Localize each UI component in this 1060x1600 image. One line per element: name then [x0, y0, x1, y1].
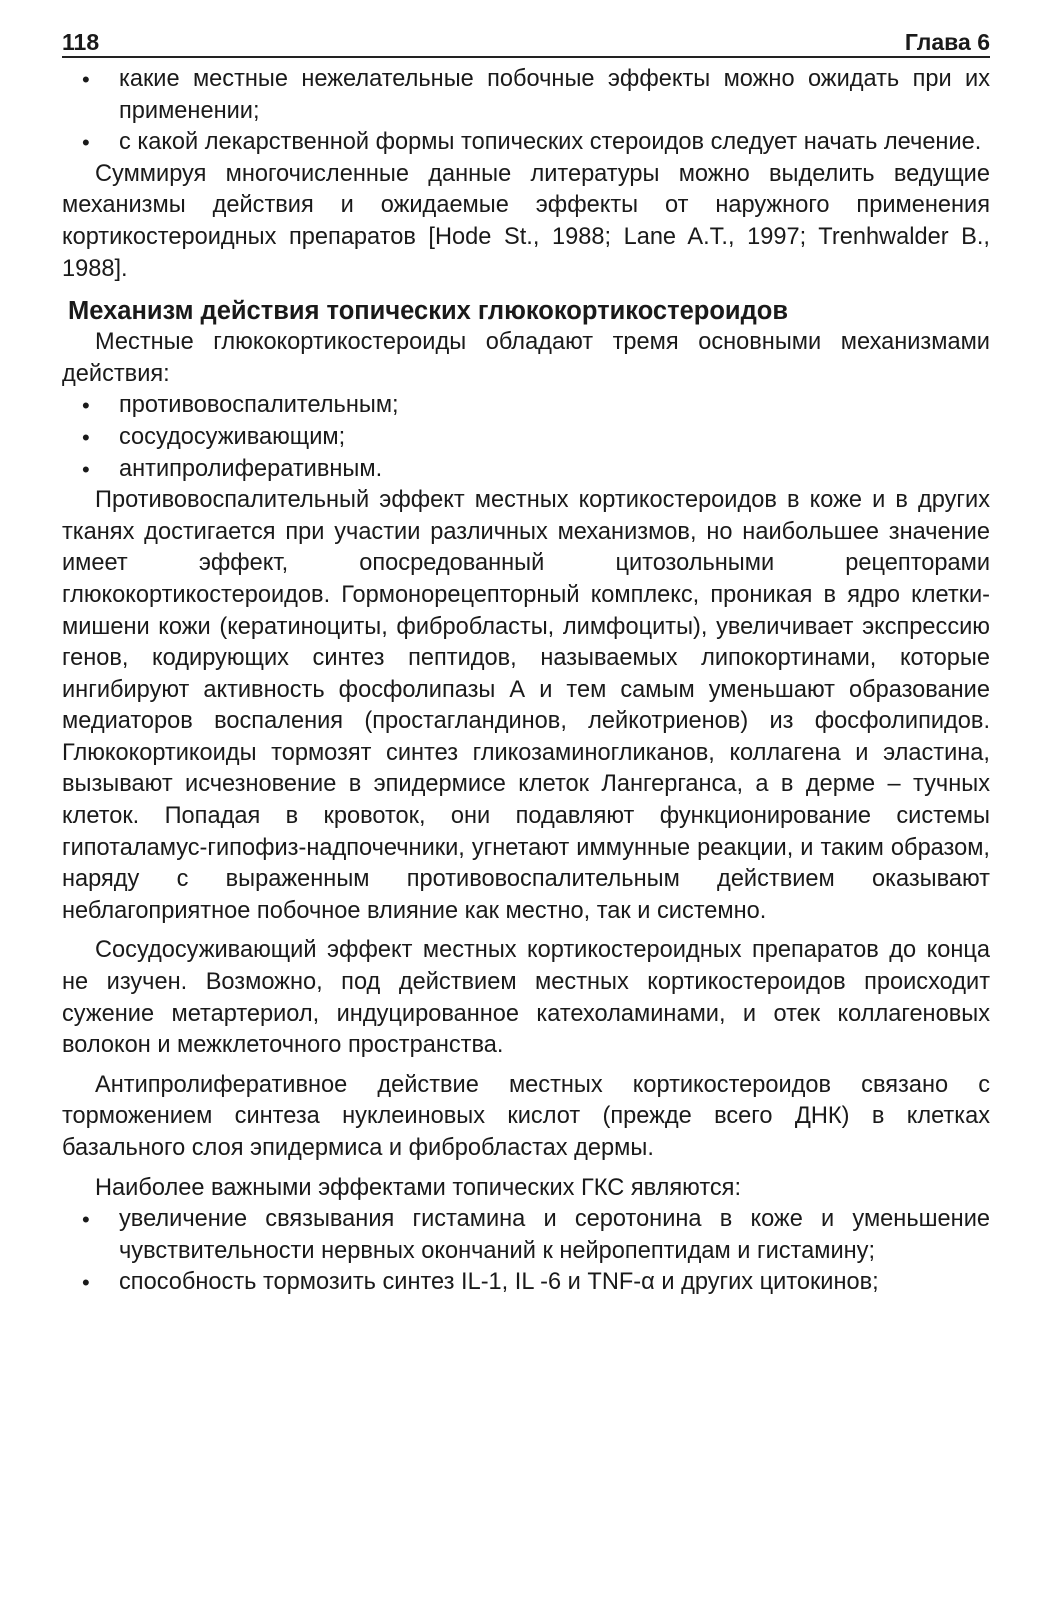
paragraph-effects-intro: Наиболее важными эффектами топических ГКС являются:: [95, 1174, 742, 1201]
paragraph-anti-inflammatory: Противовоспалительный эффект местных кортикостероидов в коже и в других тканях достигается при участии различных механизмов, но наибольшее значение имеет эффект, опосредованный цитозольными рецепторами глюкокортикостероидов. Гормонорецепторный комплекс, проникая в ядро клетки-мишени кожи (кератиноциты, фибробласты, лимфоциты), увеличивает экспрессию генов, кодирующих синтез пептидов, называемых липокортинами, которые ингибируют активность фосфолипазы А и тем самым уменьшают образование медиаторов воспаления (простагландинов, лейкотриенов) из фосфолипидов. Глюкокортикоиды тормозят синтез гликозаминогликанов, коллагена и эластина, вызывают исчезновение в эпидермисе клеток Лангерганса, а в дерме – тучных клеток. Попадая в кровоток, они подавляют функционирование системы гипоталамус-гипофиз-надпочечники, угнетают иммунные реакции, и таким образом, наряду с выраженным противовоспалительным действием оказывают неблагоприятное побочное влияние как местно, так и системно.: [62, 487, 990, 924]
intro-paragraph: Суммируя многочисленные данные литературы можно выделить ведущие механизмы действия и ожидаемые эффекты от наружного применения кортикостероидных препаратов [Hode St., 1988; Lane A.T., 1997; Trenhwalder B., 1988].: [62, 160, 990, 282]
mechanisms-intro: Местные глюкокортикостероиды обладают тремя основными механизмами действия:: [62, 329, 990, 387]
effect-item: • увеличение связывания гистамина и серотонина в коже и уменьшение чувствительности нервных окончаний к нейропептидам и гистамину;: [62, 1204, 990, 1267]
paragraph-antiproliferative: Антипролиферативное действие местных кортикостероидов связано с торможением синтеза нуклеиновых кислот (прежде всего ДНК) в клетках базального слоя эпидермиса и фибробластах дермы.: [62, 1071, 990, 1161]
running-header: [62, 18, 990, 58]
page-number: 118: [62, 29, 100, 55]
book-page: [62, 18, 990, 1299]
chapter-title: Глава 6: [904, 29, 990, 55]
bullet-item: • с какой лекарственной формы топических стероидов следует начать лечение.: [62, 127, 990, 159]
mechanism-item: • антипролиферативным.: [62, 454, 990, 486]
section-heading: Механизм действия топических глюкокортикостероидов: [68, 297, 789, 326]
mechanism-item: • противовоспалительным;: [62, 390, 990, 422]
mechanism-item: • сосудосуживающим;: [62, 422, 990, 454]
effect-item: • способность тормозить синтез IL-1, IL -6 и TNF-α и других цитокинов;: [62, 1267, 990, 1299]
paragraph-vasoconstrictive: Сосудосуживающий эффект местных кортикостероидных препаратов до конца не изучен. Возможно, под действием местных кортикостероидов происходит сужение метартериол, индуцированное катехоламинами, и отек коллагеновых волокон и межклеточного пространства.: [62, 937, 990, 1059]
bullet-item: • какие местные нежелательные побочные эффекты можно ожидать при их применении;: [62, 64, 990, 127]
page-body: [62, 64, 990, 1299]
